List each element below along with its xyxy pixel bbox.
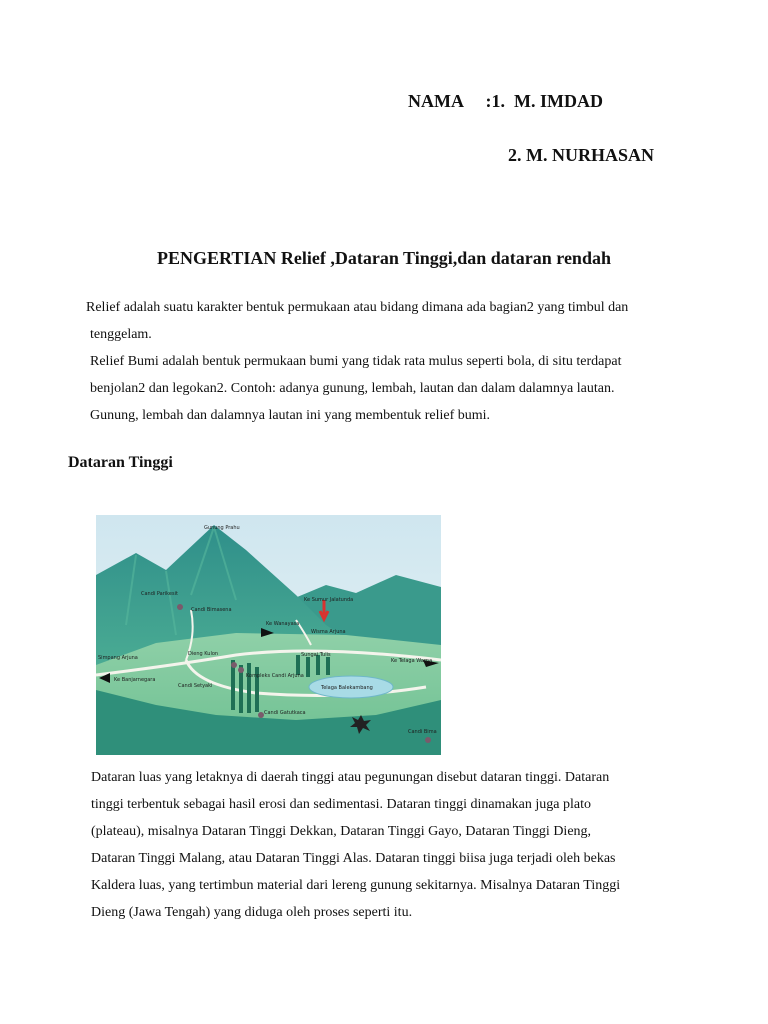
intro-line: Gunung, lembah dan dalamnya lautan ini yang membentuk relief bumi.	[90, 408, 491, 423]
label-candi-bima-top: Candi Bimasena	[191, 607, 232, 613]
body-line: Dieng (Jawa Tengah) yang diduga oleh proses seperti itu.	[91, 905, 413, 920]
label-bagi-kiri: Simpang Arjuna	[98, 655, 138, 661]
name-line-1: NAMA :1. M. IMDAD	[408, 91, 603, 111]
document-title: PENGERTIAN Relief ,Dataran Tinggi,dan dataran rendah	[157, 248, 611, 268]
label-wisma: Wisma Arjuna	[311, 629, 346, 635]
label-candi-gatot: Candi Gatutkaca	[264, 710, 306, 716]
name-line-2: 2. M. NURHASAN	[508, 145, 654, 165]
body-line: (plateau), misalnya Dataran Tinggi Dekkan, Dataran Tinggi Gayo, Dataran Tinggi Dieng,	[91, 824, 592, 839]
label-peak: Gunung Prahu	[204, 525, 240, 531]
label-sumur: Ke Sumur Jalatunda	[304, 597, 354, 603]
label-dieng-kulon: Dieng Kulon	[188, 651, 219, 657]
label-candi-setyaki: Candi Setyaki	[178, 683, 213, 689]
body-line: Kaldera luas, yang tertimbun material dari lereng gunung sekitarnya. Misalnya Dataran Tinggi	[91, 878, 621, 893]
intro-paragraph	[86, 294, 686, 429]
intro-line: Relief Bumi adalah bentuk permukaan bumi yang tidak rata mulus seperti bola, di situ terdapat	[90, 354, 622, 369]
body-line: Dataran Tinggi Malang, atau Dataran Tinggi Alas. Dataran tinggi biisa juga terjadi oleh bekas	[91, 851, 616, 866]
body-paragraph	[91, 764, 691, 926]
label-ke-telaga: Ke Telaga Warna	[391, 658, 433, 664]
section-heading: Dataran Tinggi	[68, 454, 173, 471]
body-line: Dataran luas yang letaknya di daerah tinggi atau pegunungan disebut dataran tinggi. Dataran	[91, 770, 610, 785]
intro-line: benjolan2 dan legokan2. Contoh: adanya gunung, lembah, lautan dan dalam dalamnya lautan.	[90, 381, 615, 396]
label-sungai: Sungai Tulis	[301, 652, 331, 658]
label-candi-parikesit: Candi Parikesit	[141, 591, 178, 597]
intro-line: tenggelam.	[90, 327, 152, 342]
label-ke-ganjengan: Ke Banjarnegara	[114, 677, 156, 683]
plateau-map-svg	[96, 515, 441, 755]
label-telaga: Telaga Balekambang	[321, 685, 373, 691]
label-kompleks: Kompleks Candi Arjuna	[246, 673, 304, 679]
label-candi-bima: Candi Bima	[408, 729, 437, 735]
intro-line: Relief adalah suatu karakter bentuk permukaan atau bidang dimana ada bagian2 yang timbul dan	[86, 300, 629, 315]
label-ke-wanayasa: Ke Wanayasa	[266, 621, 300, 627]
dieng-plateau-illustration	[96, 515, 441, 755]
body-line: tinggi terbentuk sebagai hasil erosi dan sedimentasi. Dataran tinggi dinamakan juga plato	[91, 797, 591, 812]
